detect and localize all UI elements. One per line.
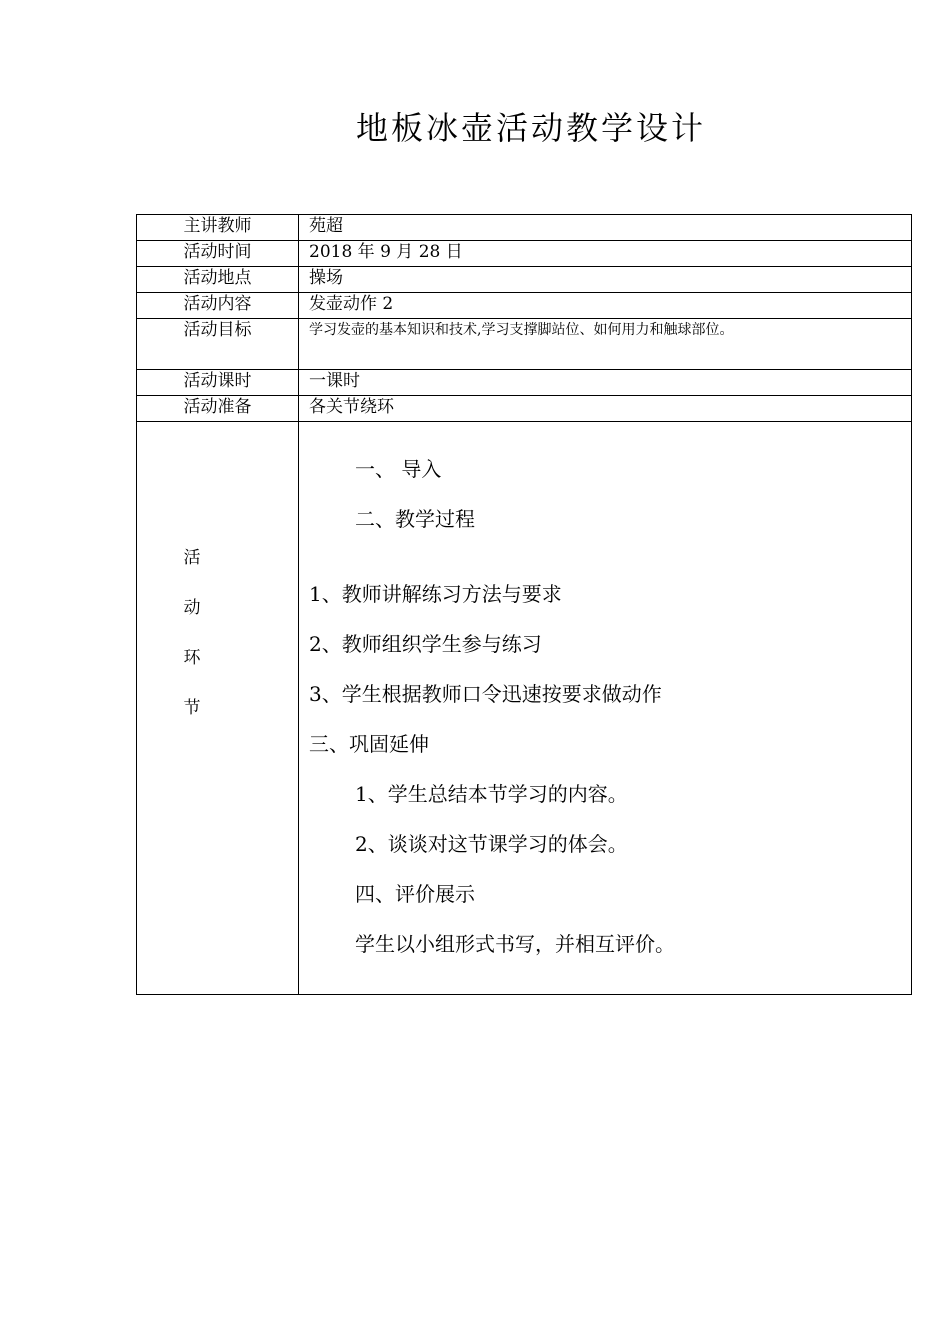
row-label: 活动准备 [137,396,299,422]
activity-section-body [299,422,912,995]
row-label: 活动目标 [137,319,299,370]
date-value: 2018 年 9 月 28 日 [299,241,912,267]
table-row [137,396,912,422]
row-label: 活动地点 [137,267,299,293]
table-row [137,319,912,370]
step-item: 1、教师讲解练习方法与要求 [309,582,562,606]
goal-value: 学习发壶的基本知识和技术,学习支撑脚站位、如何用力和触球部位。 [299,319,912,370]
content-value: 发壶动作 2 [299,293,912,319]
step-heading: 一、 导入 [355,457,442,481]
table-row [137,422,912,995]
lesson-plan-table [136,214,912,995]
step-item: 3、学生根据教师口令迅速按要求做动作 [309,682,662,706]
table-row [137,215,912,241]
vertical-label-char: 环 [183,648,201,668]
step-item: 2、谈谈对这节课学习的体会。 [355,832,628,856]
table-row [137,241,912,267]
vertical-label-char: 活 [183,548,201,568]
row-label: 活动内容 [137,293,299,319]
row-label: 活动课时 [137,370,299,396]
table-row [137,293,912,319]
activity-section-label [137,422,299,995]
vertical-label-char: 动 [183,598,201,618]
duration-value: 一课时 [299,370,912,396]
table-row [137,370,912,396]
row-label: 主讲教师 [137,215,299,241]
step-heading: 四、评价展示 [355,882,475,906]
row-label: 活动时间 [137,241,299,267]
document-title: 地板冰壶活动教学设计 [355,109,706,147]
step-heading: 三、巩固延伸 [309,732,429,756]
step-item: 2、教师组织学生参与练习 [309,632,542,656]
location-value: 操场 [299,267,912,293]
preparation-value: 各关节绕环 [299,396,912,422]
step-item: 1、学生总结本节学习的内容。 [355,782,628,806]
table-row [137,267,912,293]
step-item: 学生以小组形式书写，并相互评价。 [355,932,675,956]
step-heading: 二、教学过程 [355,507,475,531]
vertical-label-char: 节 [183,698,201,718]
teacher-value: 苑超 [299,215,912,241]
